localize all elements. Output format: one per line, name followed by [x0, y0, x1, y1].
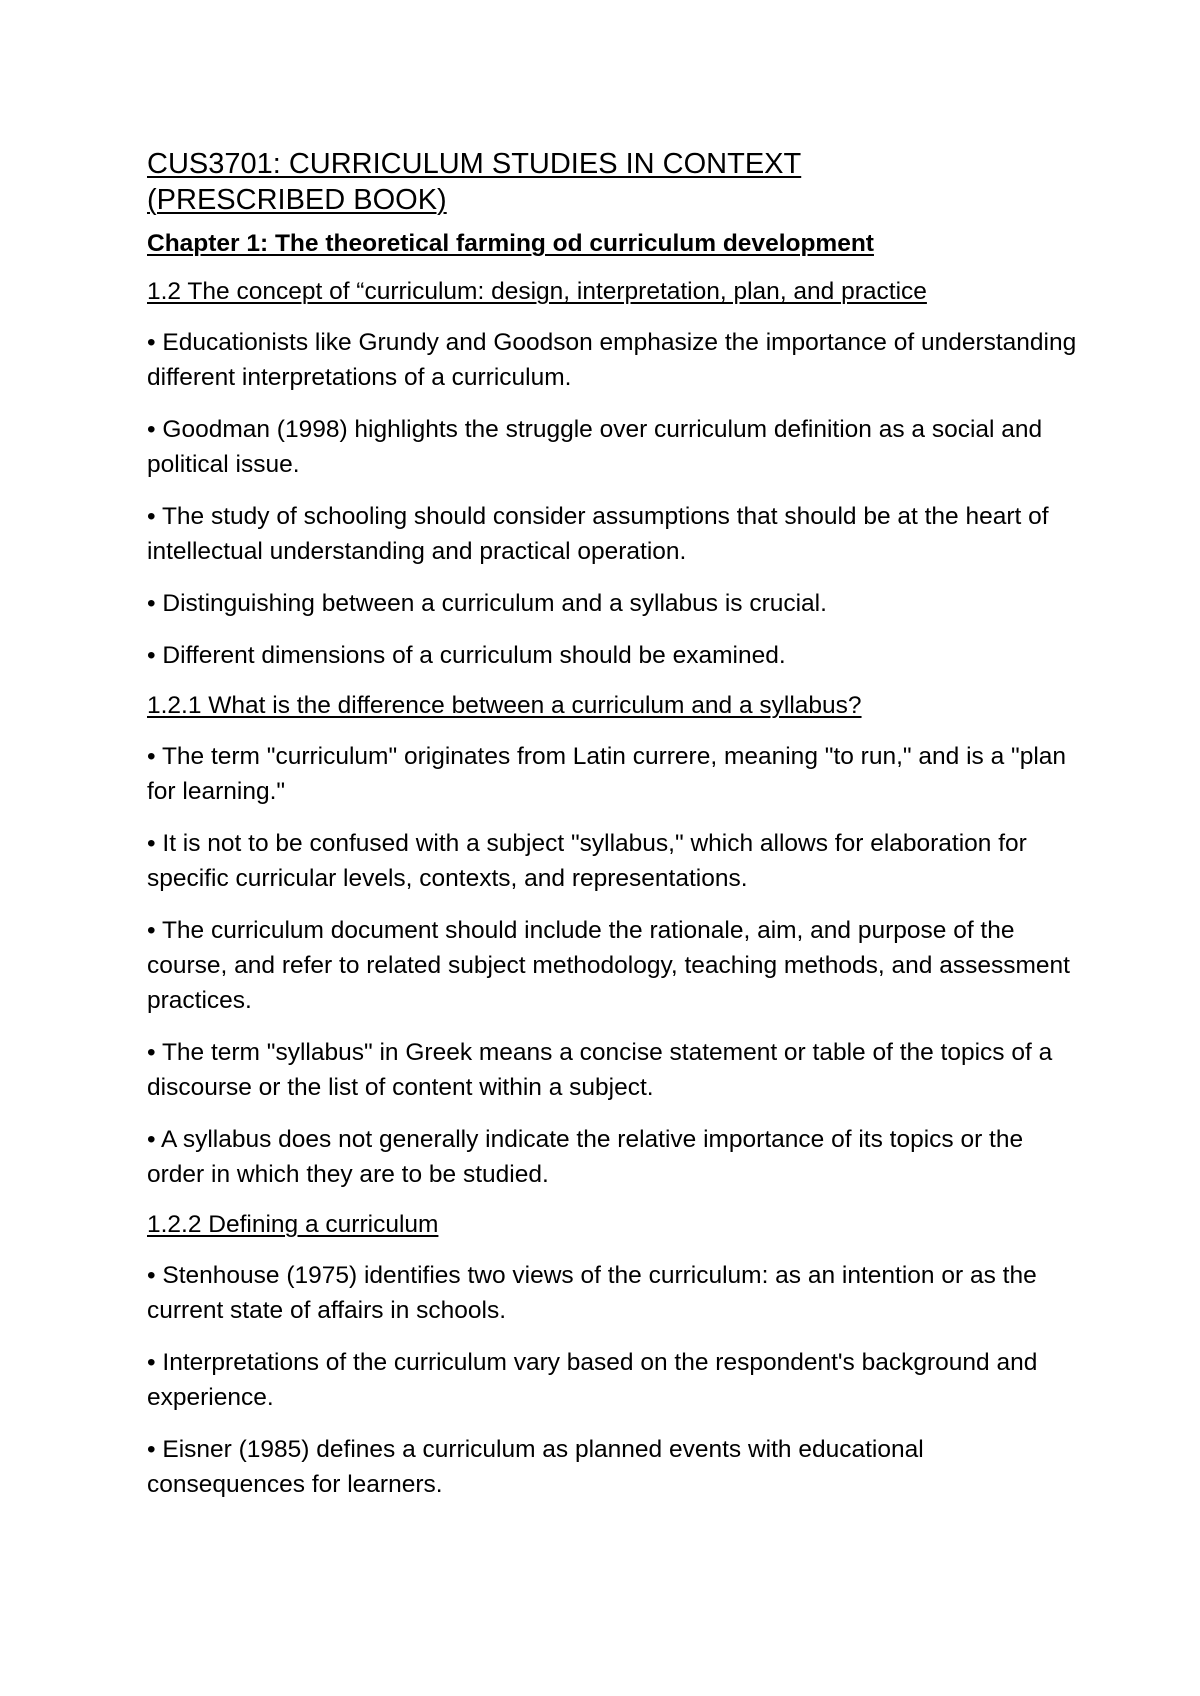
bullet-point: • The study of schooling should consider assumptions that should be at the heart of intellectual understanding and practical operation. — [147, 503, 1049, 565]
section-heading-1-2-1: 1.2.1 What is the difference between a curriculum and a syllabus? — [147, 692, 862, 719]
bullet-point: • The term "syllabus" in Greek means a concise statement or table of the topics of a discourse or the list of content within a subject. — [147, 1039, 1053, 1101]
bullet-point: • Educationists like Grundy and Goodson emphasize the importance of understanding different interpretations of a curriculum. — [147, 329, 1077, 391]
section-heading-1-2: 1.2 The concept of “curriculum: design, interpretation, plan, and practice — [147, 278, 927, 305]
bullet-point: • It is not to be confused with a subject "syllabus," which allows for elaboration for specific curricular levels, contexts, and representations. — [147, 830, 1027, 892]
title-line-1: CUS3701: CURRICULUM STUDIES IN CONTEXT — [147, 148, 802, 180]
bullet-point: • Goodman (1998) highlights the struggle over curriculum definition as a social and political issue. — [147, 416, 1043, 478]
bullet-point: • The term "curriculum" originates from Latin currere, meaning "to run," and is a "plan for learning." — [147, 743, 1067, 805]
section-heading-1-2-2: 1.2.2 Defining a curriculum — [147, 1211, 439, 1238]
bullet-point: • Different dimensions of a curriculum should be examined. — [147, 642, 786, 669]
document-content — [147, 146, 1077, 1519]
chapter-heading: Chapter 1: The theoretical farming od curriculum development — [147, 230, 874, 257]
bullet-point: • Distinguishing between a curriculum and a syllabus is crucial. — [147, 590, 827, 617]
bullet-point: • The curriculum document should include the rationale, aim, and purpose of the course, and refer to related subject methodology, teaching methods, and assessment practices. — [147, 917, 1070, 1014]
title-line-2: (PRESCRIBED BOOK) — [147, 184, 447, 216]
bullet-point: • Interpretations of the curriculum vary based on the respondent's background and experience. — [147, 1349, 1038, 1411]
bullet-point: • Stenhouse (1975) identifies two views of the curriculum: as an intention or as the current state of affairs in schools. — [147, 1262, 1037, 1324]
bullet-point: • Eisner (1985) defines a curriculum as planned events with educational consequences for learners. — [147, 1436, 924, 1498]
document-title — [147, 146, 1077, 218]
bullet-point: • A syllabus does not generally indicate the relative importance of its topics or the order in which they are to be studied. — [147, 1126, 1024, 1188]
